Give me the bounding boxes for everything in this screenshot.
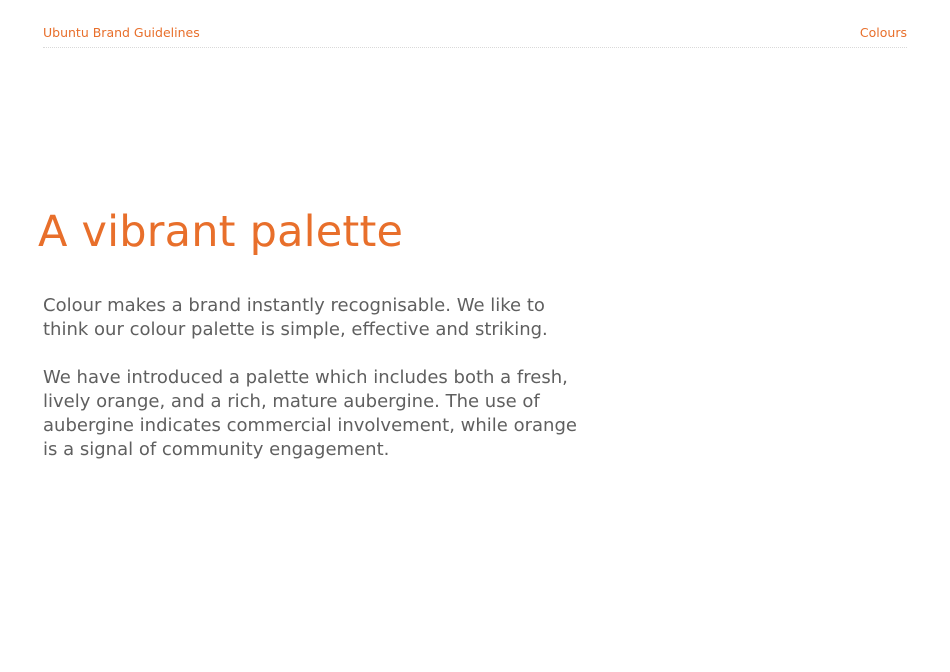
paragraph-intro: Colour makes a brand instantly recognisable. We like to think our colour palette is simple, effective and striking. bbox=[43, 295, 548, 340]
paragraph-palette: We have introduced a palette which includes both a fresh, lively orange, and a rich, mature aubergine. The use of aubergine indicates commercial involvement, while orange is a signal of community engagement. bbox=[43, 367, 577, 460]
section-label: Colours bbox=[859, 25, 907, 40]
page-title: A vibrant palette bbox=[38, 207, 404, 257]
body-copy bbox=[43, 294, 613, 486]
document-title: Ubuntu Brand Guidelines bbox=[43, 25, 200, 40]
page-header bbox=[43, 25, 907, 48]
